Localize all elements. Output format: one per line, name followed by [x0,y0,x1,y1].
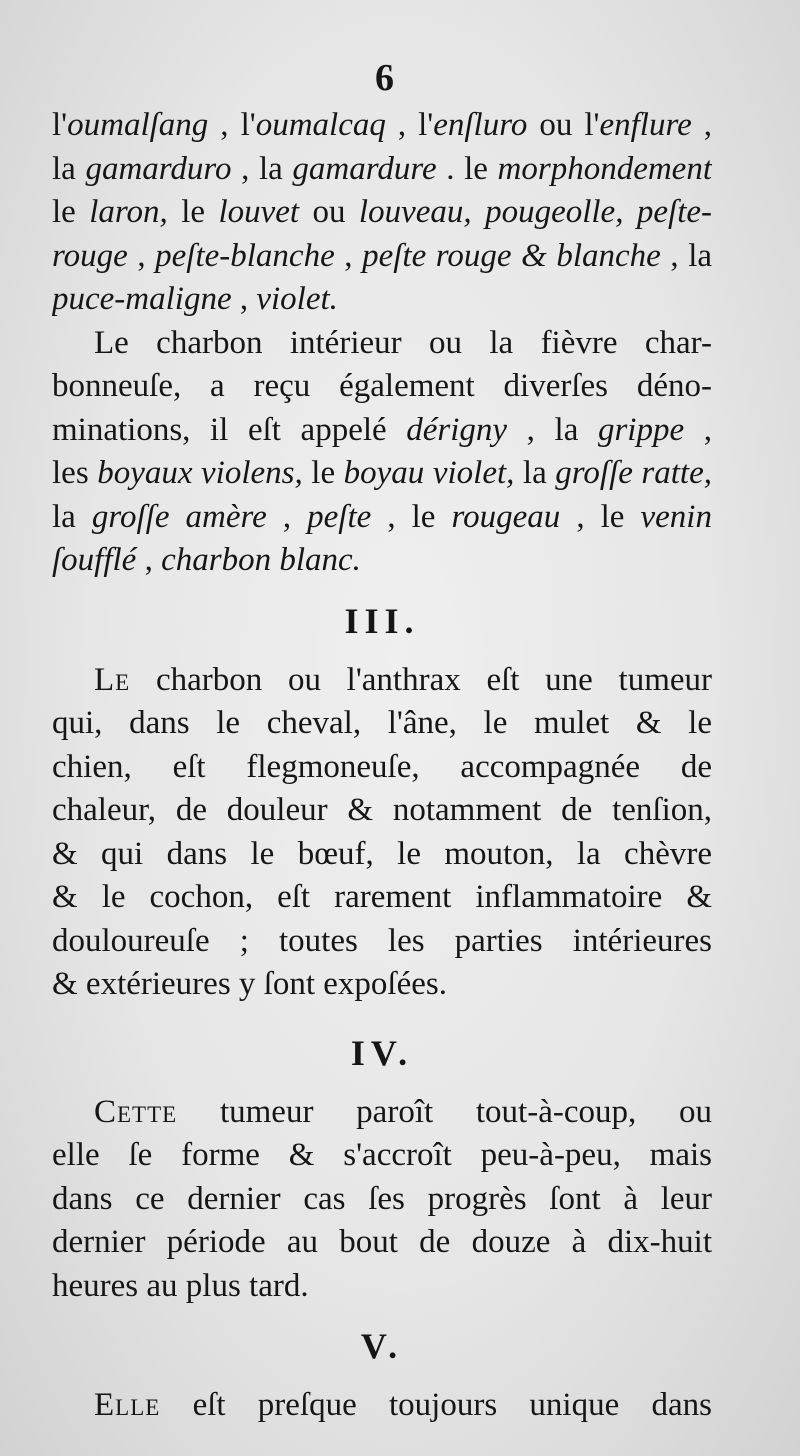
section-5 [52,1322,712,1428]
paragraph-synonyms [52,104,712,322]
text-line: & extérieures y ſont expoſées. [52,966,447,1002]
text-line: l'oumalſang , l'oumalcaq , l'enſluro ou l'enflure , [52,107,712,143]
section-lead-word: Cette [94,1093,178,1130]
text-line: qui, dans le cheval, l'âne, le mulet & le [52,705,712,741]
page-number: 6 [375,57,395,99]
text-line: puce-maligne , violet. [52,281,338,317]
section-lead-word: Le [94,661,131,698]
paragraph-internal-charbon [52,322,712,583]
text-line: les boyaux violens, le boyau violet, la groſſe ratte, [52,455,712,491]
text-line: Le charbon intérieur ou la fièvre char- [94,324,712,361]
section-heading: III. [344,600,420,641]
text-line: Le charbon ou l'anthrax eſt une tumeur [94,661,712,698]
section-4 [52,1029,712,1309]
text-line: dans ce dernier cas ſes progrès ſont à leur [52,1180,712,1217]
text-line: douloureuſe ; toutes les parties intérieures [52,922,712,959]
text-line: Cette tumeur paroît tout-à-coup, ou [94,1093,712,1130]
text-line: le laron, le louvet ou louveau, pougeolle, peſte- [52,194,712,230]
text-line: elle ſe forme & s'accroît peu-à-peu, mais [52,1137,712,1173]
text-line: dernier période au bout de douze à dix-huit [52,1224,712,1260]
section-heading: V. [360,1326,404,1366]
text-line: la gamarduro , la gamardure . le morphondement [52,150,712,187]
text-line: minations, il eſt appelé dérigny , la grippe , [52,411,712,448]
text-line: rouge , peſte-blanche , peſte rouge & blanche , la [52,237,712,274]
text-line: chien, eſt flegmoneuſe, accompagnée de [52,748,712,785]
section-3 [52,597,712,1007]
text-line: Elle eſt preſque toujours unique dans [94,1387,712,1423]
text-line: & qui dans le bœuf, le mouton, la chèvre [52,835,712,872]
text-line: heures au plus tard. [52,1267,309,1304]
text-line: chaleur, de douleur & notamment de tenſion, [52,792,712,828]
text-line: bonneuſe, a reçu également diverſes déno- [52,368,712,404]
text-line: ſoufflé , charbon blanc. [52,542,361,578]
section-lead-word: Elle [94,1387,161,1423]
page-text [52,104,712,1428]
text-line: & le cochon, eſt rarement inflammatoire & [52,879,712,915]
section-heading: IV. [350,1032,414,1073]
text-line: la groſſe amère , peſte , le rougeau , le venin [52,498,712,535]
